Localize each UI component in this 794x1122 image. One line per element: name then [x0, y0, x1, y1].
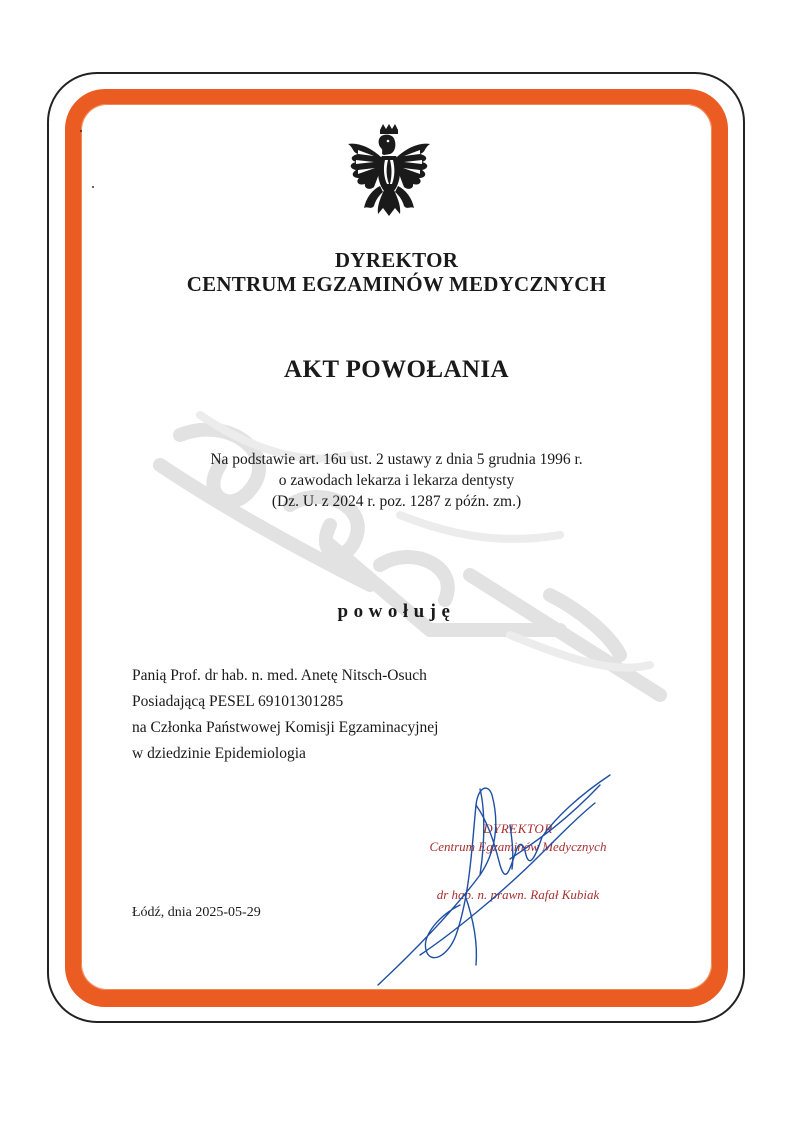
stamp-signatory-name: dr hab. n. prawn. Rafał Kubiak [436, 887, 600, 902]
legal-basis [81, 449, 712, 512]
legal-basis-line: Na podstawie art. 16u ust. 2 ustawy z dnia 5 grudnia 1996 r. [210, 451, 583, 468]
legal-basis-line: o zawodach lekarza i lekarza dentysty [278, 472, 515, 489]
handwritten-signature [360, 765, 620, 995]
scan-speck [80, 130, 82, 132]
appointment-verb: powołuję [337, 601, 456, 622]
legal-basis-line: (Dz. U. z 2024 r. poz. 1287 z późn. zm.) [271, 493, 522, 510]
stamp-role: DYREKTOR [483, 821, 553, 836]
issuer-title: DYREKTOR [334, 248, 459, 272]
document-title: AKT POWOŁANIA [284, 356, 509, 383]
appointee-pesel: Posiadającą PESEL 69101301285 [132, 693, 344, 710]
issuer-institution: CENTRUM EGZAMINÓW MEDYCZNYCH [186, 272, 607, 296]
appointee-details [132, 663, 439, 767]
appointee-role: na Członka Państwowej Komisji Egzaminacyjnej [132, 719, 439, 736]
stamp-organization: Centrum Egzaminów Medycznych [429, 839, 607, 854]
appointee-name: Panią Prof. dr hab. n. med. Anetę Nitsch-Osuch [132, 667, 427, 684]
scan-speck [92, 186, 94, 188]
polish-eagle-emblem-icon [344, 124, 434, 224]
appointee-field: w dziedzinie Epidemiologia [132, 745, 306, 762]
place-and-date: Łódź, dnia 2025-05-29 [132, 905, 261, 920]
